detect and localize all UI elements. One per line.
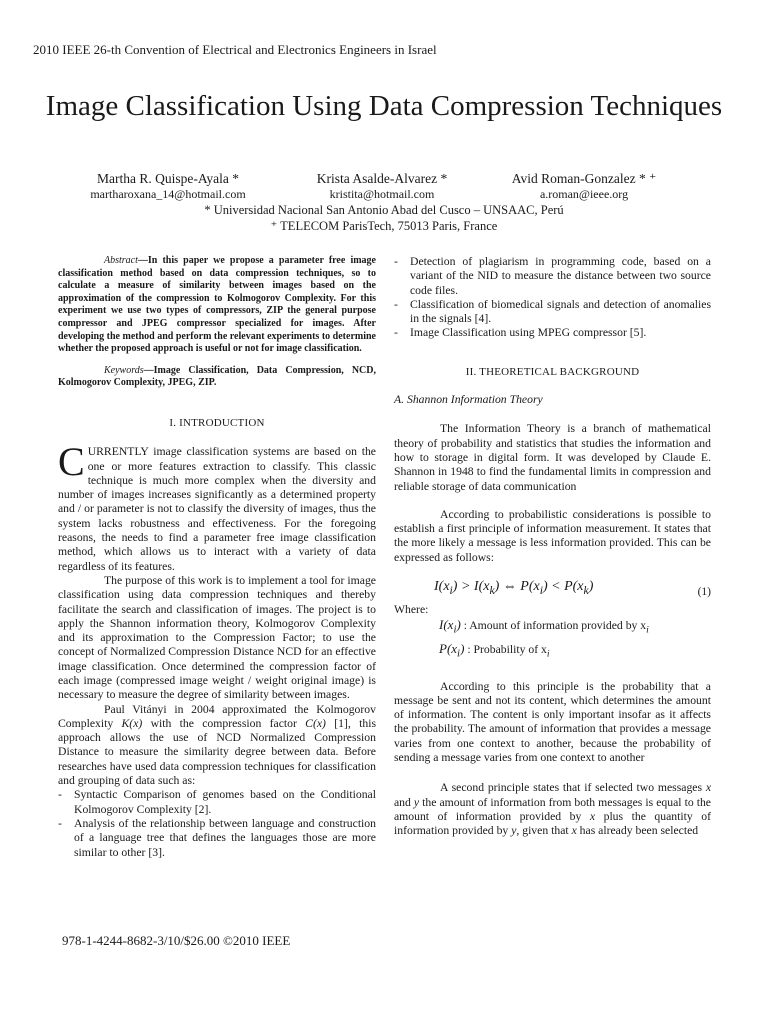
subsection-heading: A. Shannon Information Theory: [394, 393, 543, 407]
abstract: [58, 255, 376, 356]
body-text: the amount of information from both messages is equal to the amount of information provided by: [394, 795, 711, 823]
abstract-text: —In this paper we propose a parameter free image classification method based on data compression techniques, so to calculate a measure of similarity between images based on the approximation of the compression to Kolmogorov Complexity. For this experiment we use two types of compressors, ZIP the general purpose compressor and JPEG compressor specialized for images. After developing the method and perform the relevant experiments to determine whether the proposed approach is useful or not for image classification.: [58, 255, 376, 355]
author-name: Martha R. Quispe-Ayala *: [97, 171, 239, 186]
intro-paragraph-1: [58, 439, 376, 574]
list-item: [394, 298, 711, 327]
author-block: [0, 170, 768, 206]
var-x: x: [589, 809, 596, 823]
list-item-text: Analysis of the relationship between language and construction of a language tree that defines the languages those are more similar to other [3].: [74, 816, 376, 859]
list-item-text: Classification of biomedical signals and detection of anomalies in the signals [4].: [410, 297, 711, 326]
list-item-text: Syntactic Comparison of genomes based on the Conditional Kolmogorov Complexity [2].: [74, 788, 376, 816]
list-item: [58, 817, 376, 860]
author-email: a.roman@ieee.org: [539, 187, 629, 201]
author-3: [484, 170, 684, 202]
definition-text: : Probability of x: [467, 642, 547, 656]
body-text: plus the quantity of information provided by: [394, 809, 711, 838]
body-text: A second principle states that if selected two messages: [440, 781, 706, 795]
var-y: y: [413, 795, 420, 809]
list-item: [394, 326, 711, 340]
body-text: has already been selected: [576, 824, 699, 838]
left-column: [58, 255, 376, 860]
keywords: [58, 365, 376, 390]
list-item-text: Detection of plagiarism in programming code, based on a variant of the NID to measure the distance between two source code files.: [410, 255, 711, 297]
background-paragraph-3: According to this principle is the probability that a message be sent and not its content, which determines the amount of information. The content is only important insofar as it affects the probability. The amount of information that provides a message varies from one context to another, because the probability of sending a message varies from one context to another: [394, 679, 711, 765]
equation-formula: $I(x_i) > I(x_k)$ ⇔ $P(x_i) < P(x_k)$: [434, 579, 594, 597]
author-2: [282, 170, 482, 202]
conference-header: 2010 IEEE 26-th Convention of Electrical and Electronics Engineers in Israel: [33, 42, 437, 57]
bullet-dash: -: [58, 816, 62, 830]
body-text: and: [394, 795, 414, 809]
author-1: [68, 170, 268, 202]
var-x: x: [571, 824, 577, 838]
section-heading-background: II. THEORETICAL BACKGROUND: [465, 365, 640, 378]
intro-paragraph-1-text: URRENTLY image classification systems are based on the one or more features extraction to classify. This classic technique is much more complex when the diversity and number of images increases significantly as a determined property and / or parameter is not to classify the diversity of images, thus the system lacks robustness and effectiveness. For the foregoing reasons, the needs to find a parameter free image classification method, which allows us to interact with a variety of data regardless of its features.: [58, 445, 376, 573]
background-paragraph-4: [394, 781, 711, 838]
right-column: [394, 255, 711, 839]
prob-symbol: $P(x_i)$: [439, 640, 465, 660]
intro-paragraph-3: [58, 703, 376, 789]
definition-2: $P(x_i)$ : Probability of $x_i$: [439, 640, 550, 660]
author-name: Krista Asalde-Alvarez *: [316, 171, 448, 186]
intro-paragraph-2: The purpose of this work is to implement a tool for image classification using data compression techniques and thereby facilitate the search and classification of images. The project is to apply the Shannon information theory, Kolmogorov Complexity and its approximation to the Compression Factor; to use the concept of Normalized Compression Distance NCD for an effective image classification. Once determined the compression factor of each image (compressed image weight / weight original image) is necessary to measure the degree of similarity between images.: [58, 573, 376, 702]
list-item-text: Image Classification using MPEG compressor [5].: [410, 326, 647, 340]
intro-text: with the compression factor: [142, 716, 306, 730]
copyright-footer: 978-1-4244-8682-3/10/$26.00 ©2010 IEEE: [62, 933, 291, 948]
var-x: x: [705, 781, 711, 795]
equation-number: (1): [697, 586, 711, 599]
where-label: Where:: [394, 603, 429, 617]
affiliation-2: ⁺ TELECOM ParisTech, 75013 Paris, France: [270, 219, 498, 233]
list-item: [58, 788, 376, 817]
intro-text: Paul Vitányi in 2004 approximated the Kolmogorov Complexity: [58, 702, 376, 730]
definition-1: $I(x_i)$ : Amount of information provided by $x_i$: [439, 617, 649, 636]
list-item: [394, 255, 711, 298]
abstract-lead: Abstract: [104, 255, 138, 266]
background-paragraph-2: According to probabilistic considerations is possible to establish a first principle of information measurement. It states that the more likely a message is less information provided. This can be expressed as follows:: [394, 507, 711, 564]
author-email: martharoxana_14@hotmail.com: [90, 187, 246, 201]
affiliation-1: * Universidad Nacional San Antonio Abad del Cusco – UNSAAC, Perú: [204, 203, 564, 217]
drop-cap: C: [58, 439, 85, 485]
author-name: Avid Roman-Gonzalez * ⁺: [511, 171, 657, 186]
bullet-dash: -: [58, 788, 62, 802]
intro-text: [1], this approach allows the use of NCD Normalized Compression Distance to measure the similarity degree between data. Before researches have used data compression techniques for classification and grouping of data such as:: [58, 716, 376, 788]
bullet-dash: -: [394, 255, 398, 268]
var-y: y: [511, 824, 517, 838]
background-paragraph-1: The Information Theory is a branch of mathematical theory of probability and statistics that studies the information and how to storage in digital form. It was developed by Claude E. Shannon in 1948 to find the fundamental limits in compression and reliable storage of data communication: [394, 422, 711, 493]
bullet-dash: -: [394, 297, 398, 311]
info-symbol: $I(x_i)$: [439, 617, 461, 636]
cx-symbol: C(x): [305, 716, 326, 730]
keywords-lead: Keywords: [104, 364, 144, 376]
kx-symbol: K(x): [121, 716, 143, 730]
keywords-text: —Image Classification, Data Compression, NCD, Kolmogorov Complexity, JPEG, ZIP.: [58, 364, 376, 389]
definition-text: : Amount of information provided by x: [463, 619, 647, 633]
author-email: kristita@hotmail.com: [329, 187, 435, 201]
paper-title: Image Classification Using Data Compression Techniques: [45, 90, 723, 122]
bullet-dash: -: [394, 326, 398, 340]
section-heading-introduction: I. INTRODUCTION: [169, 416, 265, 429]
equation-1: [394, 577, 711, 603]
body-text: , given that: [516, 824, 572, 838]
